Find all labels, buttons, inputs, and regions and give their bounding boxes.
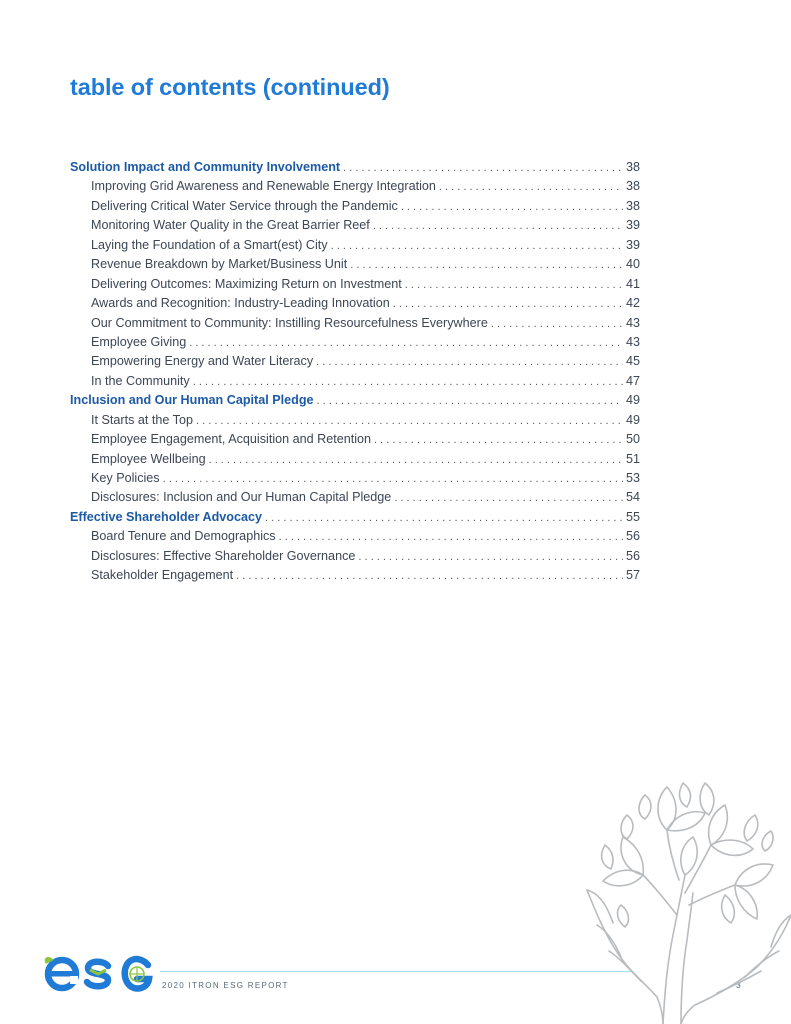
toc-page-number: 42 [625,296,640,311]
toc-entry-title: Empowering Energy and Water Literacy [91,354,314,369]
toc-entry-title: Effective Shareholder Advocacy [70,509,263,524]
toc-entry[interactable] [70,450,640,469]
toc-page-number: 43 [625,334,640,349]
toc-entry-title: It Starts at the Top [91,412,193,427]
toc-page-number: 41 [625,276,640,291]
toc-page-number: 56 [625,548,640,563]
table-of-contents [70,158,640,586]
toc-entry[interactable] [70,488,640,507]
toc-entry[interactable] [70,527,640,546]
toc-entry[interactable] [70,294,640,313]
toc-entry-title: Revenue Breakdown by Market/Business Unit [91,257,348,272]
page-title: table of contents (continued) [70,74,390,100]
toc-entry-title: Inclusion and Our Human Capital Pledge [70,393,314,408]
toc-dot-leader [405,276,623,295]
toc-entry[interactable] [70,236,640,255]
toc-dot-leader [401,198,623,217]
toc-dot-leader [193,373,623,392]
toc-dot-leader [439,178,623,197]
toc-dot-leader [316,353,623,372]
toc-entry[interactable] [70,197,640,216]
toc-dot-leader [393,295,623,314]
toc-page-number: 49 [625,393,640,408]
toc-page-number: 40 [625,257,640,272]
toc-dot-leader [358,548,623,567]
toc-entry-title: Our Commitment to Community: Instilling Resourcefulness Everywhere [91,315,488,330]
toc-entry[interactable] [70,469,640,488]
toc-dot-leader [163,470,623,489]
toc-page-number: 54 [625,490,640,505]
footer-divider [160,971,633,972]
toc-entry-title: Disclosures: Effective Shareholder Governance [91,548,356,563]
toc-dot-leader [331,237,623,256]
toc-dot-leader [236,567,623,586]
toc-entry[interactable] [70,314,640,333]
toc-entry-title: Laying the Foundation of a Smart(est) City [91,237,328,252]
toc-entry-title: Board Tenure and Demographics [91,529,276,544]
toc-section-entry[interactable] [70,391,640,410]
toc-page-number: 47 [625,373,640,388]
toc-entry-title: Key Policies [91,471,160,485]
toc-page-number: 38 [625,198,640,213]
toc-entry[interactable] [70,333,640,352]
toc-dot-leader [189,334,623,353]
toc-entry[interactable] [70,372,640,391]
toc-entry[interactable] [70,566,640,585]
toc-entry[interactable] [70,352,640,371]
toc-page-number: 45 [625,354,640,369]
toc-page-number: 39 [625,218,640,233]
toc-dot-leader [196,412,623,431]
toc-entry-title: In the Community [91,373,190,388]
toc-page-number: 57 [625,568,640,583]
toc-entry-title: Delivering Critical Water Service through the Pandemic [91,198,398,213]
toc-dot-leader [394,489,623,508]
toc-entry-title: Delivering Outcomes: Maximizing Return on Investment [91,276,402,291]
toc-page-number: 49 [625,412,640,427]
toc-entry-title: Employee Engagement, Acquisition and Retention [91,432,372,447]
toc-page-number: 55 [625,509,640,524]
toc-entry[interactable] [70,411,640,430]
toc-entry-title: Employee Giving [91,334,187,349]
toc-page-number: 38 [625,160,640,174]
toc-page-number: 39 [625,237,640,252]
toc-dot-leader [343,159,623,178]
toc-entry[interactable] [70,177,640,196]
toc-entry[interactable] [70,430,640,449]
toc-page-number: 51 [625,451,640,466]
toc-dot-leader [209,451,623,470]
toc-entry-title: Solution Impact and Community Involvement [70,160,341,174]
toc-dot-leader [279,528,623,547]
toc-dot-leader [265,509,623,528]
toc-page-number: 43 [625,315,640,330]
toc-entry[interactable] [70,216,640,235]
toc-page-number: 56 [625,529,640,544]
esg-logo [44,952,156,996]
hands-tree-icon [585,775,791,1024]
toc-dot-leader [491,315,623,334]
toc-entry-title: Stakeholder Engagement [91,568,234,583]
toc-entry-title: Employee Wellbeing [91,451,206,466]
toc-entry-title: Disclosures: Inclusion and Our Human Capital Pledge [91,490,392,505]
toc-dot-leader [317,392,623,411]
toc-dot-leader [373,217,623,236]
toc-entry[interactable] [70,275,640,294]
footer-report-label: 2020 ITRON ESG REPORT [162,981,289,990]
toc-dot-leader [374,431,623,450]
toc-page-number: 53 [625,471,640,485]
toc-entry-title: Monitoring Water Quality in the Great Barrier Reef [91,218,370,233]
toc-page-number: 50 [625,432,640,447]
toc-section-entry[interactable] [70,508,640,527]
toc-page-number: 38 [625,179,640,194]
toc-entry[interactable] [70,547,640,566]
toc-dot-leader [350,256,623,275]
toc-entry[interactable] [70,255,640,274]
toc-section-entry[interactable] [70,158,640,177]
toc-entry-title: Improving Grid Awareness and Renewable Energy Integration [91,179,436,194]
footer-page-number: 3 [736,980,741,990]
toc-entry-title: Awards and Recognition: Industry-Leading Innovation [91,296,390,311]
